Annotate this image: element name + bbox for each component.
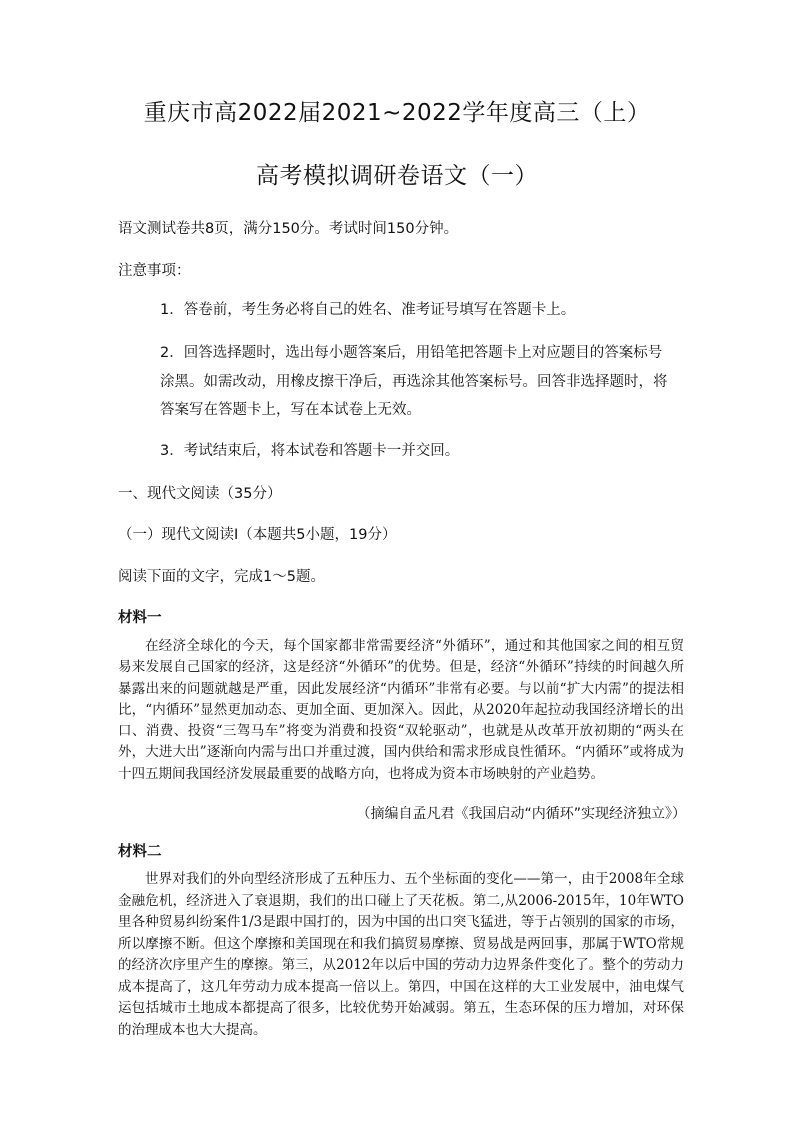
page-title-line2: 高考模拟调研卷语文（一）	[256, 163, 538, 189]
note-item-1: 1．答卷前，考生务必将自己的姓名、准考证号填写在答题卡上。	[160, 302, 576, 318]
material-2-text: 世界对我们的外向型经济形成了五种压力、五个坐标面的变化——第一，由于2008年全球金融危机，经济进入了衰退期，我们的出口碰上了天花板。第二,从2006-2015年，10年WTO里各种贸易纠纷案件1/3是跟中国打的，因为中国的出口突飞猛进，等于占领别的国家的市场，所以摩擦不断。但这个摩擦和美国现在和我们搞贸易摩擦、贸易战是两回事，那属于WTO常规的经济次序里产生的摩擦。第三，从2012年以后中国的劳动力边界条件变化了。整个的劳动力成本提高了，这几年劳动力成本提高一倍以上。第四，中国在这样的大工业发展中，油电煤气运包括城市土地成本都提高了很多，比较优势开始减弱。第五，生态环保的压力增加，对环保的治理成本也大大提高。	[118, 871, 684, 1038]
material-2-label: 材料二	[118, 844, 162, 860]
material-1-source: （摘编自孟凡君《我国启动“内循环”实现经济独立》）	[356, 806, 686, 822]
note-item-3: 3．考试结束后，将本试卷和答题卡一并交回。	[160, 443, 460, 459]
section-subheading: （一）现代文阅读Ⅰ（本题共5小题，19分）	[118, 527, 397, 543]
material-1-label: 材料一	[118, 610, 162, 626]
note-item-2-line2: 涂黑。如需改动，用橡皮擦干净后，再选涂其他答案标号。回答非选择题时，将	[160, 374, 668, 390]
note-item-2-line1: 2．回答选择题时，选出每小题答案后，用铅笔把答题卡上对应题目的答案标号	[160, 345, 663, 361]
material-1-text: 在经济全球化的今天，每个国家都非常需要经济“外循环”，通过和其他国家之间的相互贸易来发展自己国家的经济，这是经济“外循环”的优势。但是，经济“外循环”持续的时间越久所暴露出来的问题就越是严重，因此发展经济“内循环”非常有必要。与以前“扩大内需”的提法相比，“内循环”显然更加动态、更加全面、更加深入。因此，从2020年起拉动我国经济增长的出口、消费、投资“三驾马车”将变为消费和投资“双轮驱动”，也就是从改革开放初期的“两头在外，大进大出”逐渐向内需与出口并重过渡，国内供给和需求形成良性循环。“内循环”或将成为十四五期间我国经济发展最重要的战略方向，也将成为资本市场映射的产业趋势。	[118, 638, 684, 782]
page-title-line1: 重庆市高2022届2021~2022学年度高三（上）	[143, 100, 651, 126]
exam-intro: 语文测试卷共8页，满分150分。考试时间150分钟。	[118, 221, 459, 237]
note-item-2-line3: 答案写在答题卡上，写在本试卷上无效。	[160, 402, 421, 418]
section-heading: 一、现代文阅读（35分）	[118, 486, 282, 502]
notes-heading: 注意事项：	[118, 263, 191, 279]
reading-instruction: 阅读下面的文字，完成1～5题。	[118, 569, 325, 585]
